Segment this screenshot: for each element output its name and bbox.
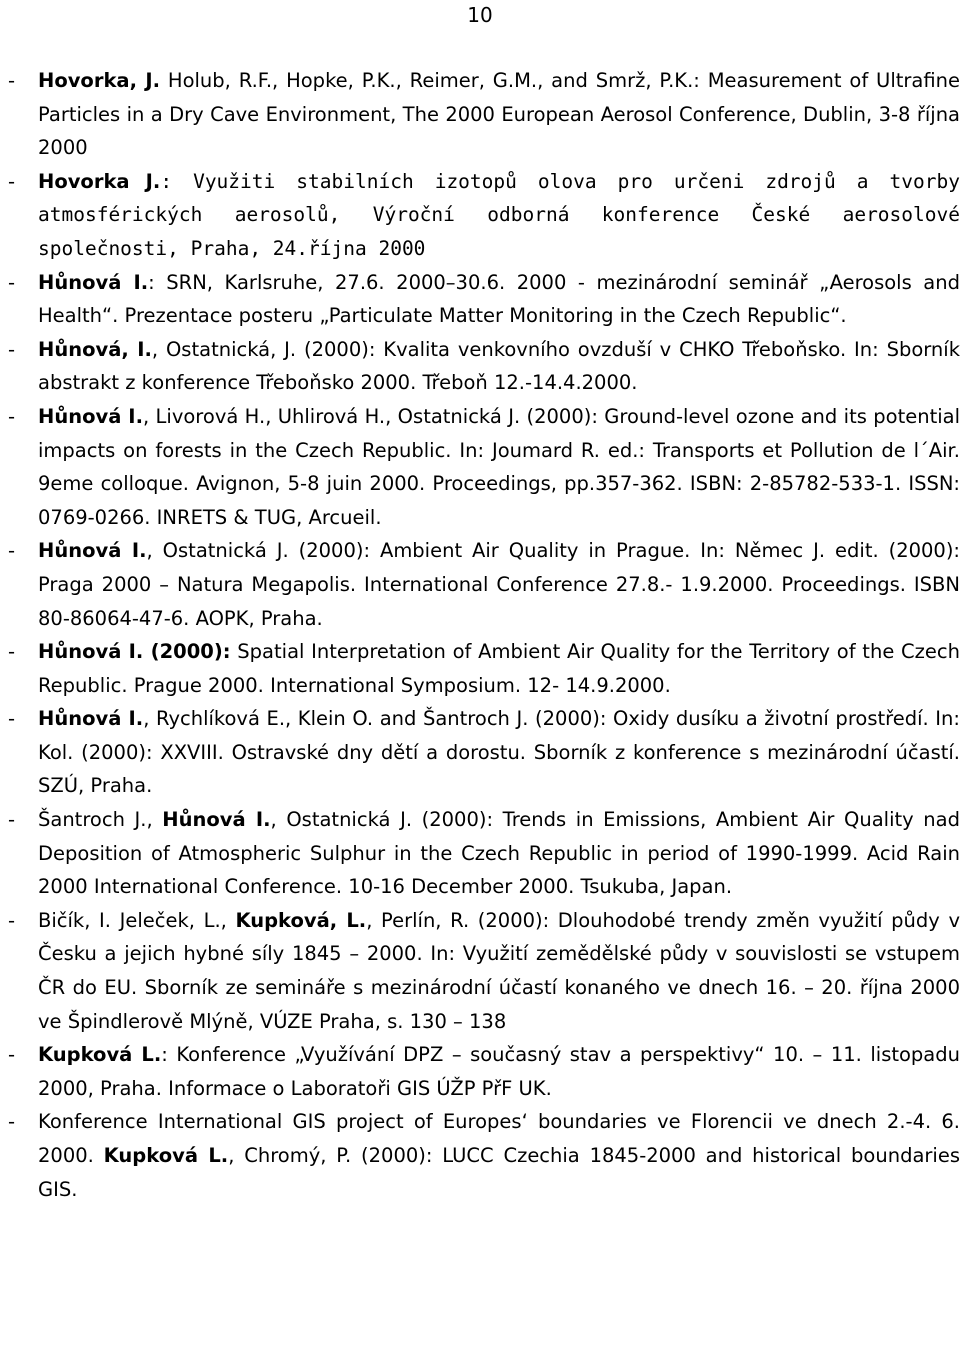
reference-author: Hůnová I. [38,539,147,563]
reference-coauthors: Bičík, I. Jeleček, L., [38,908,236,932]
reference-text: : Využiti stabilních izotopů olova pro určeni zdrojů a tvorby atmosférických aerosolů, Výroční odborná konference České aerosolové společnosti, Praha, 24.října 2000 [38,169,960,260]
reference-coauthors: Šantroch J., [38,808,163,832]
reference-text: , Ostatnická, J. (2000): Kvalita venkovního ovzduší v CHKO Třeboňsko. In: Sborník abstrakt z konference Třeboňsko 2000. Třeboň 12.-14.4.2000. [38,337,960,395]
reference-item [38,904,960,1038]
reference-text: , Perlín, R. (2000): Dlouhodobé trendy změn využití půdy v Česku a jejich hybné síly 1845 – 2000. In: Využití zemědělské půdy v souvislosti se vstupem ČR do EU. Sborník ze semináře s mezinárodní účastí konaného ve dnech 16. – 20. října 2000 ve Špindlerově Mlýně, VÚZE Praha, s. 130 – 138 [38,908,960,1033]
reference-text: : Konference „Využívání DPZ – současný stav a perspektivy“ 10. – 11. listopadu 2000, Praha. Informace o Laboratoři GIS ÚŽP PřF UK. [38,1043,960,1100]
reference-event: Konference International GIS project of Europes‘ boundaries ve Florencii ve dnech 2.-4. 6. 2000. [38,1110,960,1167]
reference-text: , Ostatnická J. (2000): Ambient Air Quality in Prague. In: Němec J. edit. (2000): Praga 2000 – Natura Megapolis. International Conference 27.8.- 1.9.2000. Proceedings. ISBN 80-86064-47-6. AOPK, Praha. [38,539,960,630]
reference-item [38,266,960,333]
reference-text: Holub, R.F., Hopke, P.K., Reimer, G.M., and Smrž, P.K.: Measurement of Ultrafine Particles in a Dry Cave Environment, The 2000 European Aerosol Conference, Dublin, 3-8 října 2000 [38,69,960,160]
reference-author: Hůnová I. [38,404,143,428]
reference-item [38,635,960,702]
reference-text: , Chromý, P. (2000): LUCC Czechia 1845-2000 and historical boundaries GIS. [38,1144,960,1201]
reference-author: Hůnová I. [162,808,271,832]
reference-author: Hůnová I. [38,270,149,294]
reference-text: : SRN, Karlsruhe, 27.6. 2000–30.6. 2000 - mezinárodní seminář „Aerosols and Health“. Prezentace posteru „Particulate Matter Monitoring in the Czech Republic“. [38,270,960,328]
reference-item [38,64,960,165]
reference-list [38,64,960,1206]
reference-author: Hůnová, I. [38,337,152,361]
reference-author: Hůnová I. (2000): [38,640,231,664]
reference-item [38,165,960,266]
reference-text: , Ostatnická J. (2000): Trends in Emissions, Ambient Air Quality nad Deposition of Atmospheric Sulphur in the Czech Republic in period of 1990-1999. Acid Rain 2000 International Conference. 10-16 December 2000. Tsukuba, Japan. [38,808,960,899]
reference-author: Kupková, L. [235,908,367,932]
reference-text: Spatial Interpretation of Ambient Air Quality for the Territory of the Czech Republic. Prague 2000. International Symposium. 12- 14.9.2000. [38,640,960,697]
reference-author: Hovorka, J. [38,69,161,92]
reference-item [38,333,960,400]
reference-item [38,1038,960,1105]
page-number: 10 [467,3,493,27]
reference-item [38,534,960,635]
reference-item [38,400,960,534]
reference-item [38,702,960,803]
reference-author: Hovorka J. [38,169,161,193]
reference-item [38,803,960,904]
reference-author: Kupková L. [38,1043,162,1067]
reference-author: Kupková L. [103,1144,229,1167]
reference-author: Hůnová I. [38,707,144,731]
reference-text: , Livorová H., Uhlirová H., Ostatnická J. (2000): Ground-level ozone and its potential impacts on forests in the Czech Republic. In: Joumard R. ed.: Transports et Pollution de l´Air. 9eme colloque. Avignon, 5-8 juin 2000. Proceedings, pp.357-362. ISBN: 2-85782-533-1. ISSN: 0769-0266. INRETS & TUG, Arcueil. [38,404,960,529]
reference-text: , Rychlíková E., Klein O. and Šantroch J. (2000): Oxidy dusíku a životní prostředí. In: Kol. (2000): XXVIII. Ostravské dny dětí a dorostu. Sborník z konference s mezinárodní účastí. SZÚ, Praha. [38,707,960,798]
reference-item [38,1105,960,1206]
